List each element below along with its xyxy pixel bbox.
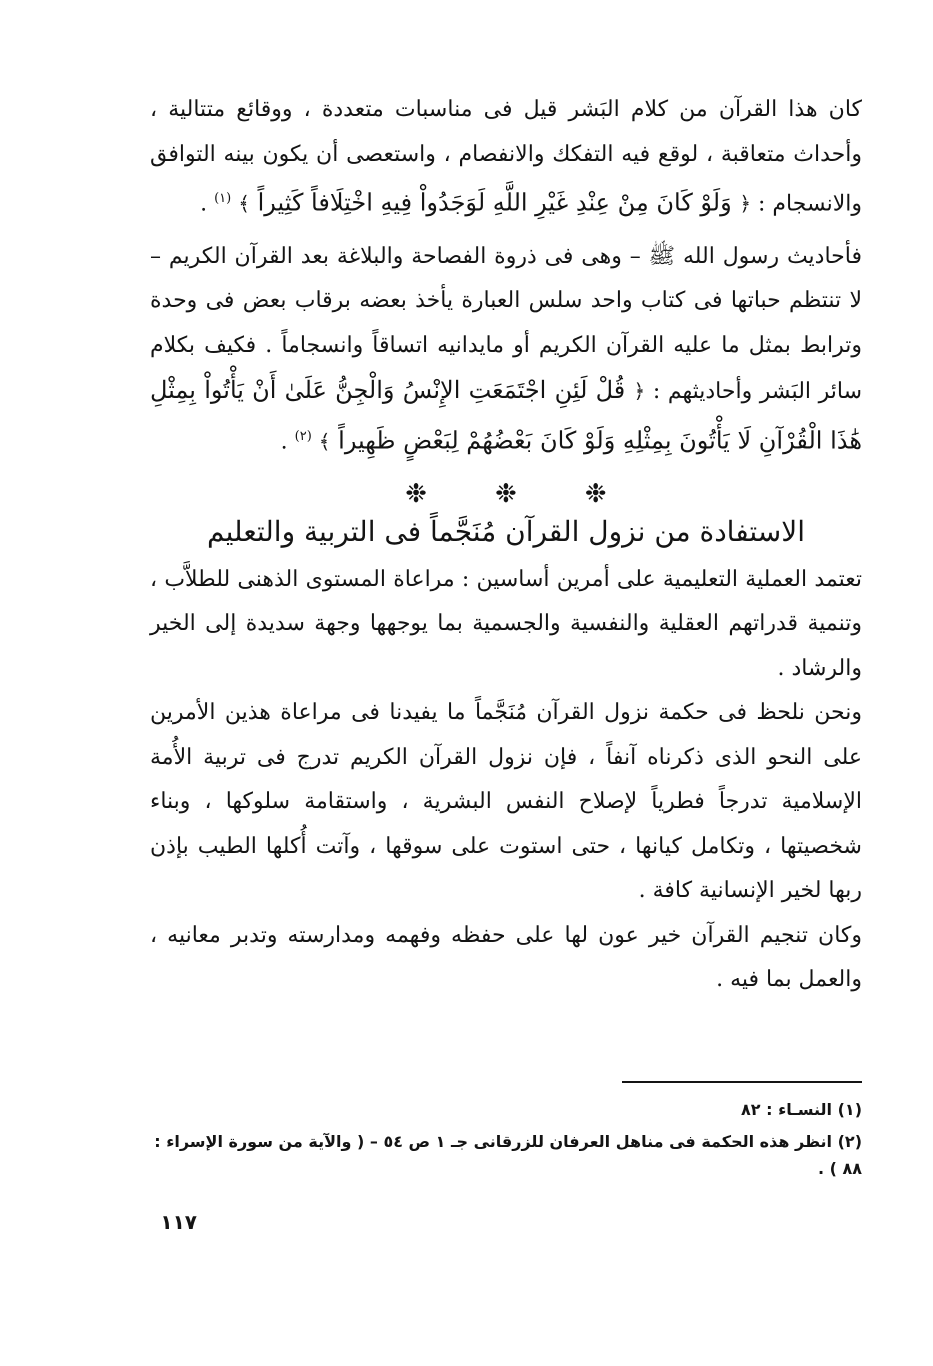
paragraph-2-end: .: [280, 429, 295, 455]
paragraph-1-text: كان هذا القرآن من كلام البَشر قيل فى مناسبات متعددة ، ووقائع متتالية ، وأحداث متعاقبة ، لوقع فيه التفكك والانفصام ، واستعصى أن يكون بينه التوافق والانسجام :: [150, 97, 862, 217]
footnote-2: (٢) انظر هذه الحكمة فى مناهل العرفان للزرقانى جـ ١ ص ٥٤ – ( والآية من سورة الإسراء : ٨٨ ) .: [154, 1132, 862, 1178]
paragraph-1: [150, 88, 862, 227]
footnote-ref-1[interactable]: (١): [214, 191, 232, 206]
page-number: ١١٧: [160, 1210, 197, 1234]
paragraph-2: [150, 235, 862, 465]
quote-open-bracket: ﴿: [739, 191, 752, 216]
section-separator: [150, 479, 862, 509]
page-body: [150, 88, 862, 1003]
quote-close-bracket: ﴾: [238, 191, 250, 216]
quote-open-bracket: ﴿: [633, 379, 646, 404]
footnote-ref-2[interactable]: (٢): [294, 428, 312, 444]
asterisk-ornament: ❉: [405, 478, 428, 509]
asterisk-ornament: ❉: [584, 478, 607, 509]
paragraph-4: ونحن نلحظ فى حكمة نزول القرآن مُنَجَّماً ما يفيدنا فى مراعاة هذين الأمرين على النحو الذى ذكرناه آنفاً ، فإن نزول القرآن الكريم تدرج فى تربية الأُمة الإسلامية تدرجاً فطرياً لإصلاح النفس البشرية ، واستقامة سلوكها ، وبناء شخصيتها ، وتكامل كيانها ، حتى استوت على سوقها ، وآتت أُكلها الطيب بإذن ربها لخير الإنسانية كافة .: [150, 700, 862, 904]
paragraph-2-text: فأحاديث رسول الله ﷺ – وهى فى ذروة الفصاحة والبلاغة بعد القرآن الكريم – لا تنتظم حباتها فى كتاب واحد سلس العبارة يأخذ بعضه برقاب بعض فى وحدة وترابط بمثل ما عليه القرآن الكريم أو مايدانيه اتساقاً وانسجاماً . فكيف بكلام سائر البَشر وأحاديثهم :: [150, 243, 863, 405]
section-heading: الاستفادة من نزول القرآن مُنَجَّماً فى التربية والتعليم: [206, 514, 806, 548]
quran-quote-2: قُلْ لَئِنِ اجْتَمَعَتِ الإِنْسُ وَالْجِنُّ عَلَىٰ أَنْ يَأْتُواْ بِمِثْلِ هَٰذَا الْقُرْآنِ لَا يَأْتُونَ بِمِثْلِهِ وَلَوْ كَانَ بَعْضُهُمْ لِبَعْضٍ ظَهِيراً: [150, 376, 862, 455]
quote-close-bracket: ﴾: [318, 429, 331, 454]
footnote-1: (١) النسـاء : ٨٢: [741, 1100, 862, 1119]
asterisk-ornament: ❉: [495, 478, 517, 509]
paragraph-1-end: .: [200, 191, 215, 217]
footnote-divider: [622, 1081, 862, 1083]
quran-quote-1: وَلَوْ كَانَ مِنْ عِنْدِ غَيْرِ اللَّهِ لَوَجَدُواْ فِيهِ اخْتِلَافاً كَثِيراً: [249, 188, 740, 217]
paragraph-3: تعتمد العملية التعليمية على أمرين أساسين : مراعاة المستوى الذهنى للطلاَّب ، وتنمية قدراتهم العقلية والنفسية والجسمية بما يوجهها وجهة سديدة إلى الخير والرشاد .: [150, 566, 862, 681]
paragraph-5: وكان تنجيم القرآن خير عون لها على حفظه وفهمه ومدارسته وتدبر معانيه ، والعمل بما فيه .: [150, 922, 862, 993]
